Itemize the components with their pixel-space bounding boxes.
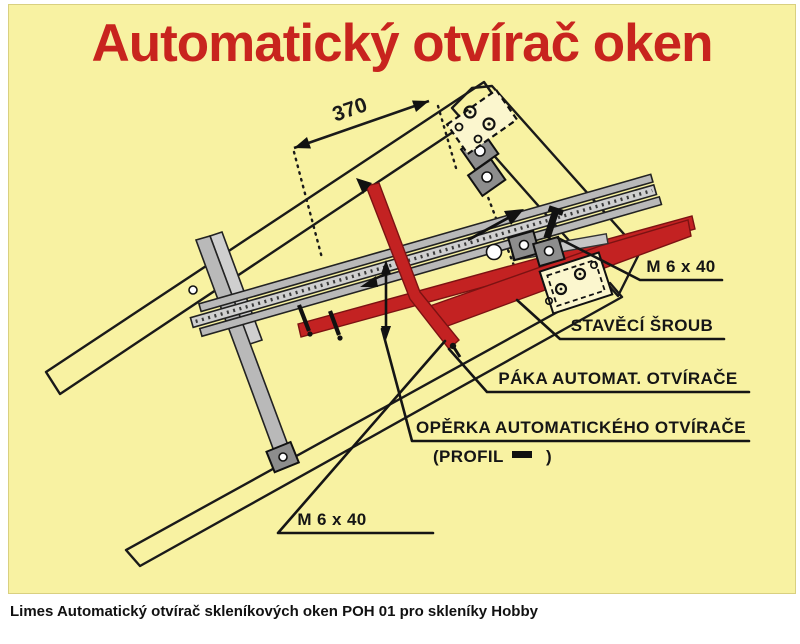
side-rail: [189, 232, 299, 472]
label-stavici-sroub: STAVĚCÍ ŠROUB: [570, 316, 714, 335]
caption: Limes Automatický otvírač skleníkových oken POH 01 pro skleníky Hobby: [10, 603, 538, 620]
label-profil-open: (PROFIL: [433, 447, 504, 466]
label-m6x40-bottom: M 6 x 40: [297, 510, 367, 529]
dimension-arrowhead-right: [412, 101, 429, 113]
label-profil-close: ): [546, 447, 553, 466]
label-operka: OPĚRKA AUTOMATICKÉHO OTVÍRAČE: [416, 418, 746, 437]
dimension-370: [294, 93, 429, 148]
leader-m6x40-bottom: [278, 341, 445, 533]
dimension-arrowhead-left: [294, 137, 311, 149]
page-title: Automatický otvírač oken: [91, 14, 713, 73]
dimension-label: 370: [329, 93, 371, 127]
pivot-hole: [487, 245, 502, 260]
label-m6x40-top: M 6 x 40: [646, 257, 716, 276]
profil-symbol: [512, 451, 532, 458]
label-paka: PÁKA AUTOMAT. OTVÍRAČE: [498, 369, 738, 388]
